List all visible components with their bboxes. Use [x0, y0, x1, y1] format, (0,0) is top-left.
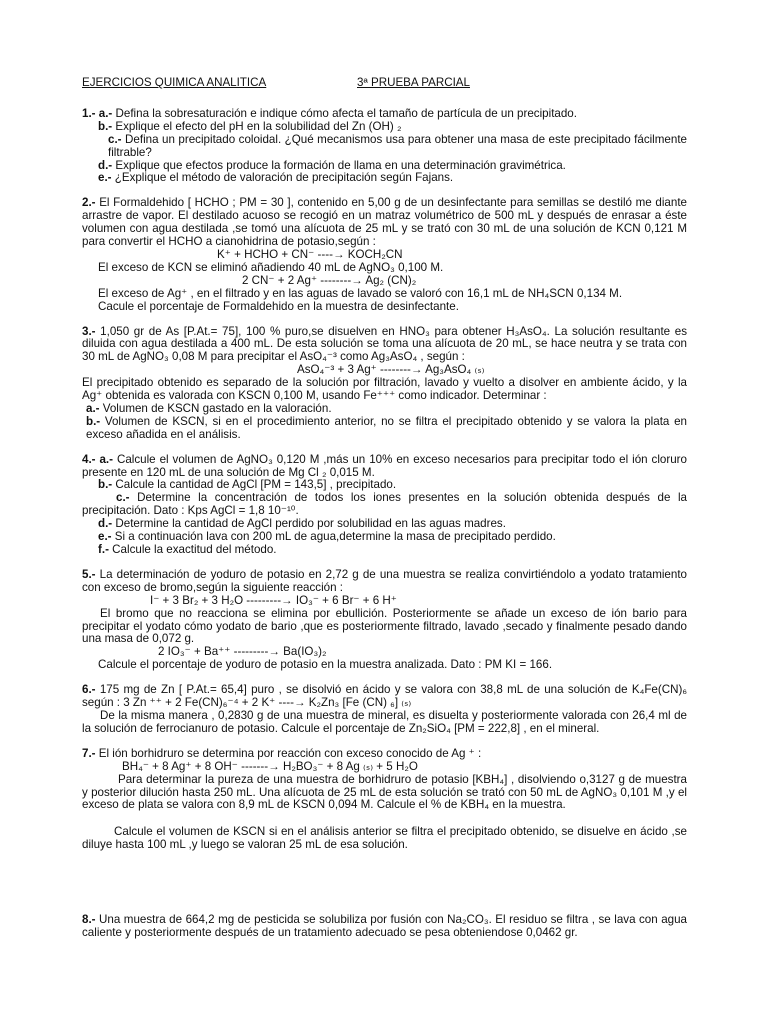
- item-text: Volumen de KSCN gastado en la valoración.: [99, 401, 332, 415]
- reaction-equation: AsO₄⁻³ + 3 Ag⁺ --------→ Ag₃AsO₄ ₍ₛ₎: [297, 363, 485, 377]
- item-label: b.-: [98, 478, 113, 492]
- question-text: El Formaldehido [ HCHO ; PM = 30 ], contenido en 5,00 g de un desinfectante para semillas se destiló me diante arrastre de vapor. El destilado acuoso se recogió en un matraz volumétrico de 500 mL y después de enrasar a éste volumen con agua destilada ,se tomó una alícuota de 25 mL y se trató con 30 mL de una solución de KCN 0,121 M para convertir el HCHO a cianohidrina de potasio,según :: [82, 196, 687, 249]
- item-text: Calcule el volumen de AgNO₃ 0,120 M ,más un 10% en exceso necesarios para precipitar todo el ión cloruro presente en 120 mL de una solución de Mg Cl ₂ 0,015 M.: [82, 452, 687, 479]
- item-label: f.-: [98, 543, 109, 556]
- question-text: 175 mg de Zn [ P.At.= 65,4] puro , se disolvió en ácido y se valora con 38,8 mL de una solución de K₄Fe(CN)₆ según : 3 Zn ⁺⁺ + 2 Fe(CN)₆⁻⁴ + 2 K⁺ ----→ K₂Zn₃ [Fe (CN) ₆] ₍ₛ₎: [82, 683, 687, 710]
- item-label: a.-: [86, 401, 100, 415]
- question-3: [82, 326, 687, 442]
- question-text: El ión borhidruro se determina por reacción con exceso conocido de Ag ⁺ :: [95, 746, 482, 760]
- question-6: [82, 684, 687, 736]
- question-7: [82, 748, 687, 852]
- item-text: Defina la sobresaturación e indique cómo afecta el tamaño de partícula de un precipitado.: [112, 106, 577, 120]
- item-label: a.-: [95, 452, 114, 466]
- item-text: Determine la concentración de todos los iones presentes en la solución obtenida después de la precipitación. Dato : Kps AgCl = 1,8 10⁻¹⁰.: [82, 491, 687, 518]
- item-label: d.-: [98, 517, 113, 531]
- question-8: [82, 914, 687, 940]
- reaction-equation: K⁺ + HCHO + CN⁻ ----→ KOCH₂CN: [217, 247, 403, 261]
- item-text: Calcule la exactitud del método.: [108, 543, 277, 556]
- reaction-equation: 2 CN⁻ + 2 Ag⁺ --------→ Ag₂ (CN)₂: [242, 273, 417, 287]
- item-text: Volumen de KSCN, si en el procedimiento anterior, no se filtra el precipitado obtenido y se valora la plata en exceso añadida en el análisis.: [86, 414, 687, 441]
- item-label: c.-: [108, 132, 122, 146]
- item-text: Explique el efecto del pH en la solubilidad del Zn (OH) ₂: [112, 119, 402, 133]
- item-text: Si a continuación lava con 200 mL de agua,determine la masa de precipitado perdido.: [111, 530, 556, 544]
- item-text: Determine la cantidad de AgCl perdido por solubilidad en las aguas madres.: [112, 517, 506, 531]
- question-4: [82, 454, 687, 557]
- question-number: 3.-: [82, 324, 96, 338]
- question-text: De la misma manera , 0,2830 g de una muestra de mineral, es disuelta y posteriormente valorada con 26,4 ml de la solución de ferrocianuro de potasio. Calcule el porcentaje de Zn₂SiO₄ [PM = 222,8] , en el mineral.: [82, 708, 687, 735]
- question-text: Para determinar la pureza de una muestra de borhidruro de potasio [KBH₄] , disolviendo o,3127 g de muestra y posterior dilución hasta 250 mL. Una alícuota de 25 mL de esta solución se trató con 50 mL de AgNO₃ 0,101 M ,y el exceso de plata se valora con 8,9 mL de KSCN 0,094 M. Calcule el % de KBH₄ en la muestra.: [82, 772, 687, 812]
- document-subtitle: 3ª PRUEBA PARCIAL: [357, 76, 470, 89]
- question-number: 5.-: [82, 567, 96, 581]
- document-header: [82, 77, 687, 90]
- question-text: Calcule el volumen de KSCN si en el análisis anterior se filtra el precipitado obtenido, se disuelve en ácido ,se diluye hasta 100 mL ,y luego se valoran 25 mL de esa solución.: [82, 825, 687, 852]
- question-number: 4.-: [82, 452, 96, 466]
- reaction-equation: I⁻ + 3 Br₂ + 3 H₂O ---------→ IO₃⁻ + 6 Br⁻ + 6 H⁺: [150, 593, 397, 607]
- question-number: 2.-: [82, 196, 96, 210]
- question-text: Calcule el porcentaje de yoduro de potasio en la muestra analizada. Dato : PM KI = 166.: [98, 658, 553, 672]
- question-text: El precipitado obtenido es separado de la solución por filtración, lavado y vuelto a disolver en ambiente ácido, y la Ag⁺ obtenida es valorada con KSCN 0,100 M, usando Fe⁺⁺⁺ como indicador. Determinar :: [82, 376, 687, 403]
- question-text: El bromo que no reacciona se elimina por ebullición. Posteriormente se añade un exceso de ión bario para precipitar el yodato cómo yodato de bario ,que es posteriormente filtrado, lavado ,secado y finalmente pesado dando una masa de 0,072 g.: [82, 606, 687, 646]
- question-text: El exceso de KCN se eliminó añadiendo 40 mL de AgNO₃ 0,100 M.: [98, 260, 444, 274]
- question-text: 1,050 gr de As [P.At.= 75], 100 % puro,se disuelven en HNO₃ para obtener H₃AsO₄. La solución resultante es diluida con agua destilada a 400 mL. De esta solución se toma una alícuota de 20 mL, se hace neutra y se trata con 30 mL de AgNO₃ 0,08 M para precipitar el AsO₄⁻³ como Ag₃AsO₄ , según :: [82, 324, 687, 364]
- question-1: [82, 108, 687, 185]
- question-text: La determinación de yoduro de potasio en 2,72 g de una muestra se realiza convirtiéndolo a yodato tratamiento con exceso de bromo,según la siguiente reacción :: [82, 567, 687, 594]
- item-text: Defina un precipitado coloidal. ¿Qué mecanismos usa para obtener una masa de este precipitado fácilmente filtrable?: [108, 132, 687, 159]
- question-text: El exceso de Ag⁺ , en el filtrado y en las aguas de lavado se valoró con 16,1 mL de NH₄SCN 0,134 M.: [98, 286, 623, 300]
- item-label: b.-: [86, 414, 101, 428]
- item-label: d.-: [98, 158, 113, 172]
- question-number: 7.-: [82, 746, 96, 760]
- question-text: Una muestra de 664,2 mg de pesticida se solubiliza por fusión con Na₂CO₃. El residuo se filtra , se lava con agua caliente y posteriormente después de un tratamiento adecuado se pesa obteniendose 0,0462 gr.: [82, 913, 687, 940]
- item-label: e.-: [98, 530, 112, 544]
- item-text: Calcule la cantidad de AgCl [PM = 143,5] , precipitado.: [112, 478, 397, 492]
- reaction-equation: BH₄⁻ + 8 Ag⁺ + 8 OH⁻ -------→ H₂BO₃⁻ + 8 Ag ₍ₛ₎ + 5 H₂O: [122, 759, 418, 773]
- document-page: [82, 77, 687, 952]
- question-2: [82, 197, 687, 313]
- item-label: b.-: [98, 119, 113, 133]
- reaction-equation: 2 IO₃⁻ + Ba⁺⁺ ---------→ Ba(IO₃)₂: [158, 645, 327, 659]
- item-label: e.-: [98, 171, 112, 185]
- item-text: ¿Explique el método de valoración de precipitación según Fajans.: [111, 171, 454, 185]
- item-label: a.-: [98, 106, 113, 120]
- item-text: Explique que efectos produce la formación de llama en una determinación gravimétrica.: [112, 158, 566, 172]
- question-number: 1.-: [82, 106, 99, 120]
- question-text: Cacule el porcentaje de Formaldehido en la muestra de desinfectante.: [98, 299, 459, 313]
- question-number: 6.-: [82, 683, 96, 697]
- document-title: EJERCICIOS QUIMICA ANALITICA: [82, 76, 267, 89]
- item-label: c.-: [116, 491, 130, 505]
- question-5: [82, 569, 687, 672]
- question-number: 8.-: [82, 913, 96, 927]
